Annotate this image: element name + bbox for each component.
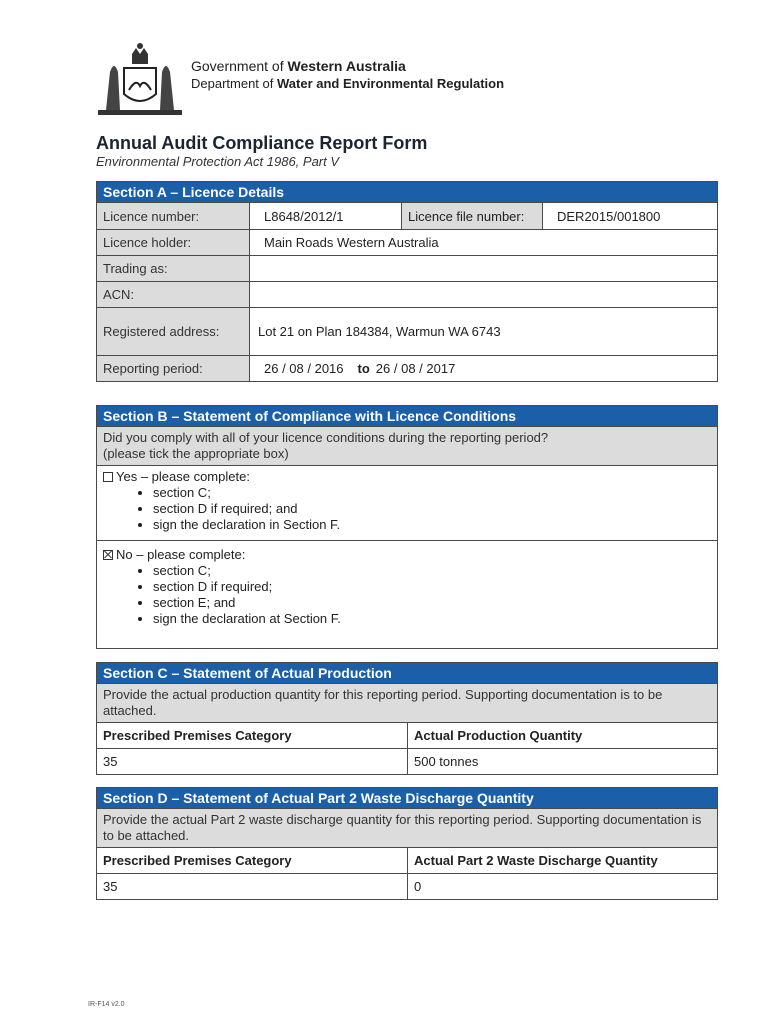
reporting-period-to-field[interactable]: 26 / 08 / 2017 xyxy=(375,361,456,376)
section-d-heading: Section D – Statement of Actual Part 2 Waste Discharge Quantity xyxy=(97,788,717,808)
reporting-period-to-word: to xyxy=(357,361,370,376)
section-c-category-header: Prescribed Premises Category xyxy=(97,723,408,748)
reporting-period-label: Reporting period: xyxy=(97,356,250,381)
trading-as-field[interactable] xyxy=(250,256,717,281)
no-option xyxy=(97,540,717,630)
acn-field[interactable] xyxy=(250,282,717,307)
no-checkbox[interactable] xyxy=(103,550,113,560)
list-item: • section D if required; and xyxy=(153,501,711,517)
section-d-category-field[interactable]: 35 xyxy=(97,874,408,899)
licence-file-number-label: Licence file number: xyxy=(402,203,543,229)
form-title: Annual Audit Compliance Report Form xyxy=(96,133,428,153)
section-d-quantity-field[interactable]: 0 xyxy=(414,879,422,894)
department-header: Government of Western Australia Department of Water and Environmental Regulation xyxy=(191,58,505,91)
section-d-note: Provide the actual Part 2 waste discharge quantity for this reporting period. Supporting documentation is to be attached. xyxy=(97,808,717,847)
section-b-compliance xyxy=(96,405,718,649)
list-item: • section C; xyxy=(153,485,711,501)
yes-checkbox[interactable] xyxy=(103,472,113,482)
section-c-quantity-header: Actual Production Quantity xyxy=(414,728,583,743)
compliance-instruction: (please tick the appropriate box) xyxy=(103,446,289,461)
section-c-category-field[interactable]: 35 xyxy=(97,749,408,774)
list-item: • section D if required; xyxy=(153,579,711,595)
section-c-note: Provide the actual production quantity for this reporting period. Supporting documentation is to be attached. xyxy=(97,683,717,722)
compliance-question: Did you comply with all of your licence conditions during the reporting period? xyxy=(103,430,549,445)
list-item: • section E; and xyxy=(153,595,711,611)
section-c-actual-production xyxy=(96,662,718,775)
trading-as-label: Trading as: xyxy=(97,256,250,281)
licence-holder-field[interactable]: Main Roads Western Australia xyxy=(264,235,439,250)
list-item: • sign the declaration in Section F. xyxy=(153,517,711,533)
section-a-heading: Section A – Licence Details xyxy=(97,182,717,202)
form-version-footer: IR-F14 v2.0 xyxy=(88,1001,125,1008)
section-a-licence-details xyxy=(96,181,718,382)
acn-label: ACN: xyxy=(97,282,250,307)
licence-number-field[interactable]: L8648/2012/1 xyxy=(250,203,402,229)
form-subtitle: Environmental Protection Act 1986, Part V xyxy=(96,154,340,169)
section-c-heading: Section C – Statement of Actual Production xyxy=(97,663,717,683)
section-b-heading: Section B – Statement of Compliance with Licence Conditions xyxy=(97,406,717,426)
yes-option-label: Yes – please complete: xyxy=(116,469,250,484)
list-item: • section C; xyxy=(153,563,711,579)
section-d-waste-discharge xyxy=(96,787,718,900)
no-option-label: No – please complete: xyxy=(116,547,246,562)
licence-file-number-field[interactable]: DER2015/001800 xyxy=(557,208,661,224)
licence-holder-label: Licence holder: xyxy=(97,230,250,255)
registered-address-label: Registered address: xyxy=(97,308,250,355)
section-d-category-header: Prescribed Premises Category xyxy=(97,848,408,873)
reporting-period-from-field[interactable]: 26 / 08 / 2016 xyxy=(264,361,344,376)
list-item: • sign the declaration at Section F. xyxy=(153,611,711,627)
licence-number-label: Licence number: xyxy=(97,203,250,229)
registered-address-field[interactable]: Lot 21 on Plan 184384, Warmun WA 6743 xyxy=(258,324,501,339)
section-c-quantity-field[interactable]: 500 tonnes xyxy=(414,754,479,769)
wa-government-crest-icon xyxy=(96,42,184,118)
yes-option xyxy=(97,465,717,540)
section-d-quantity-header: Actual Part 2 Waste Discharge Quantity xyxy=(414,853,658,868)
